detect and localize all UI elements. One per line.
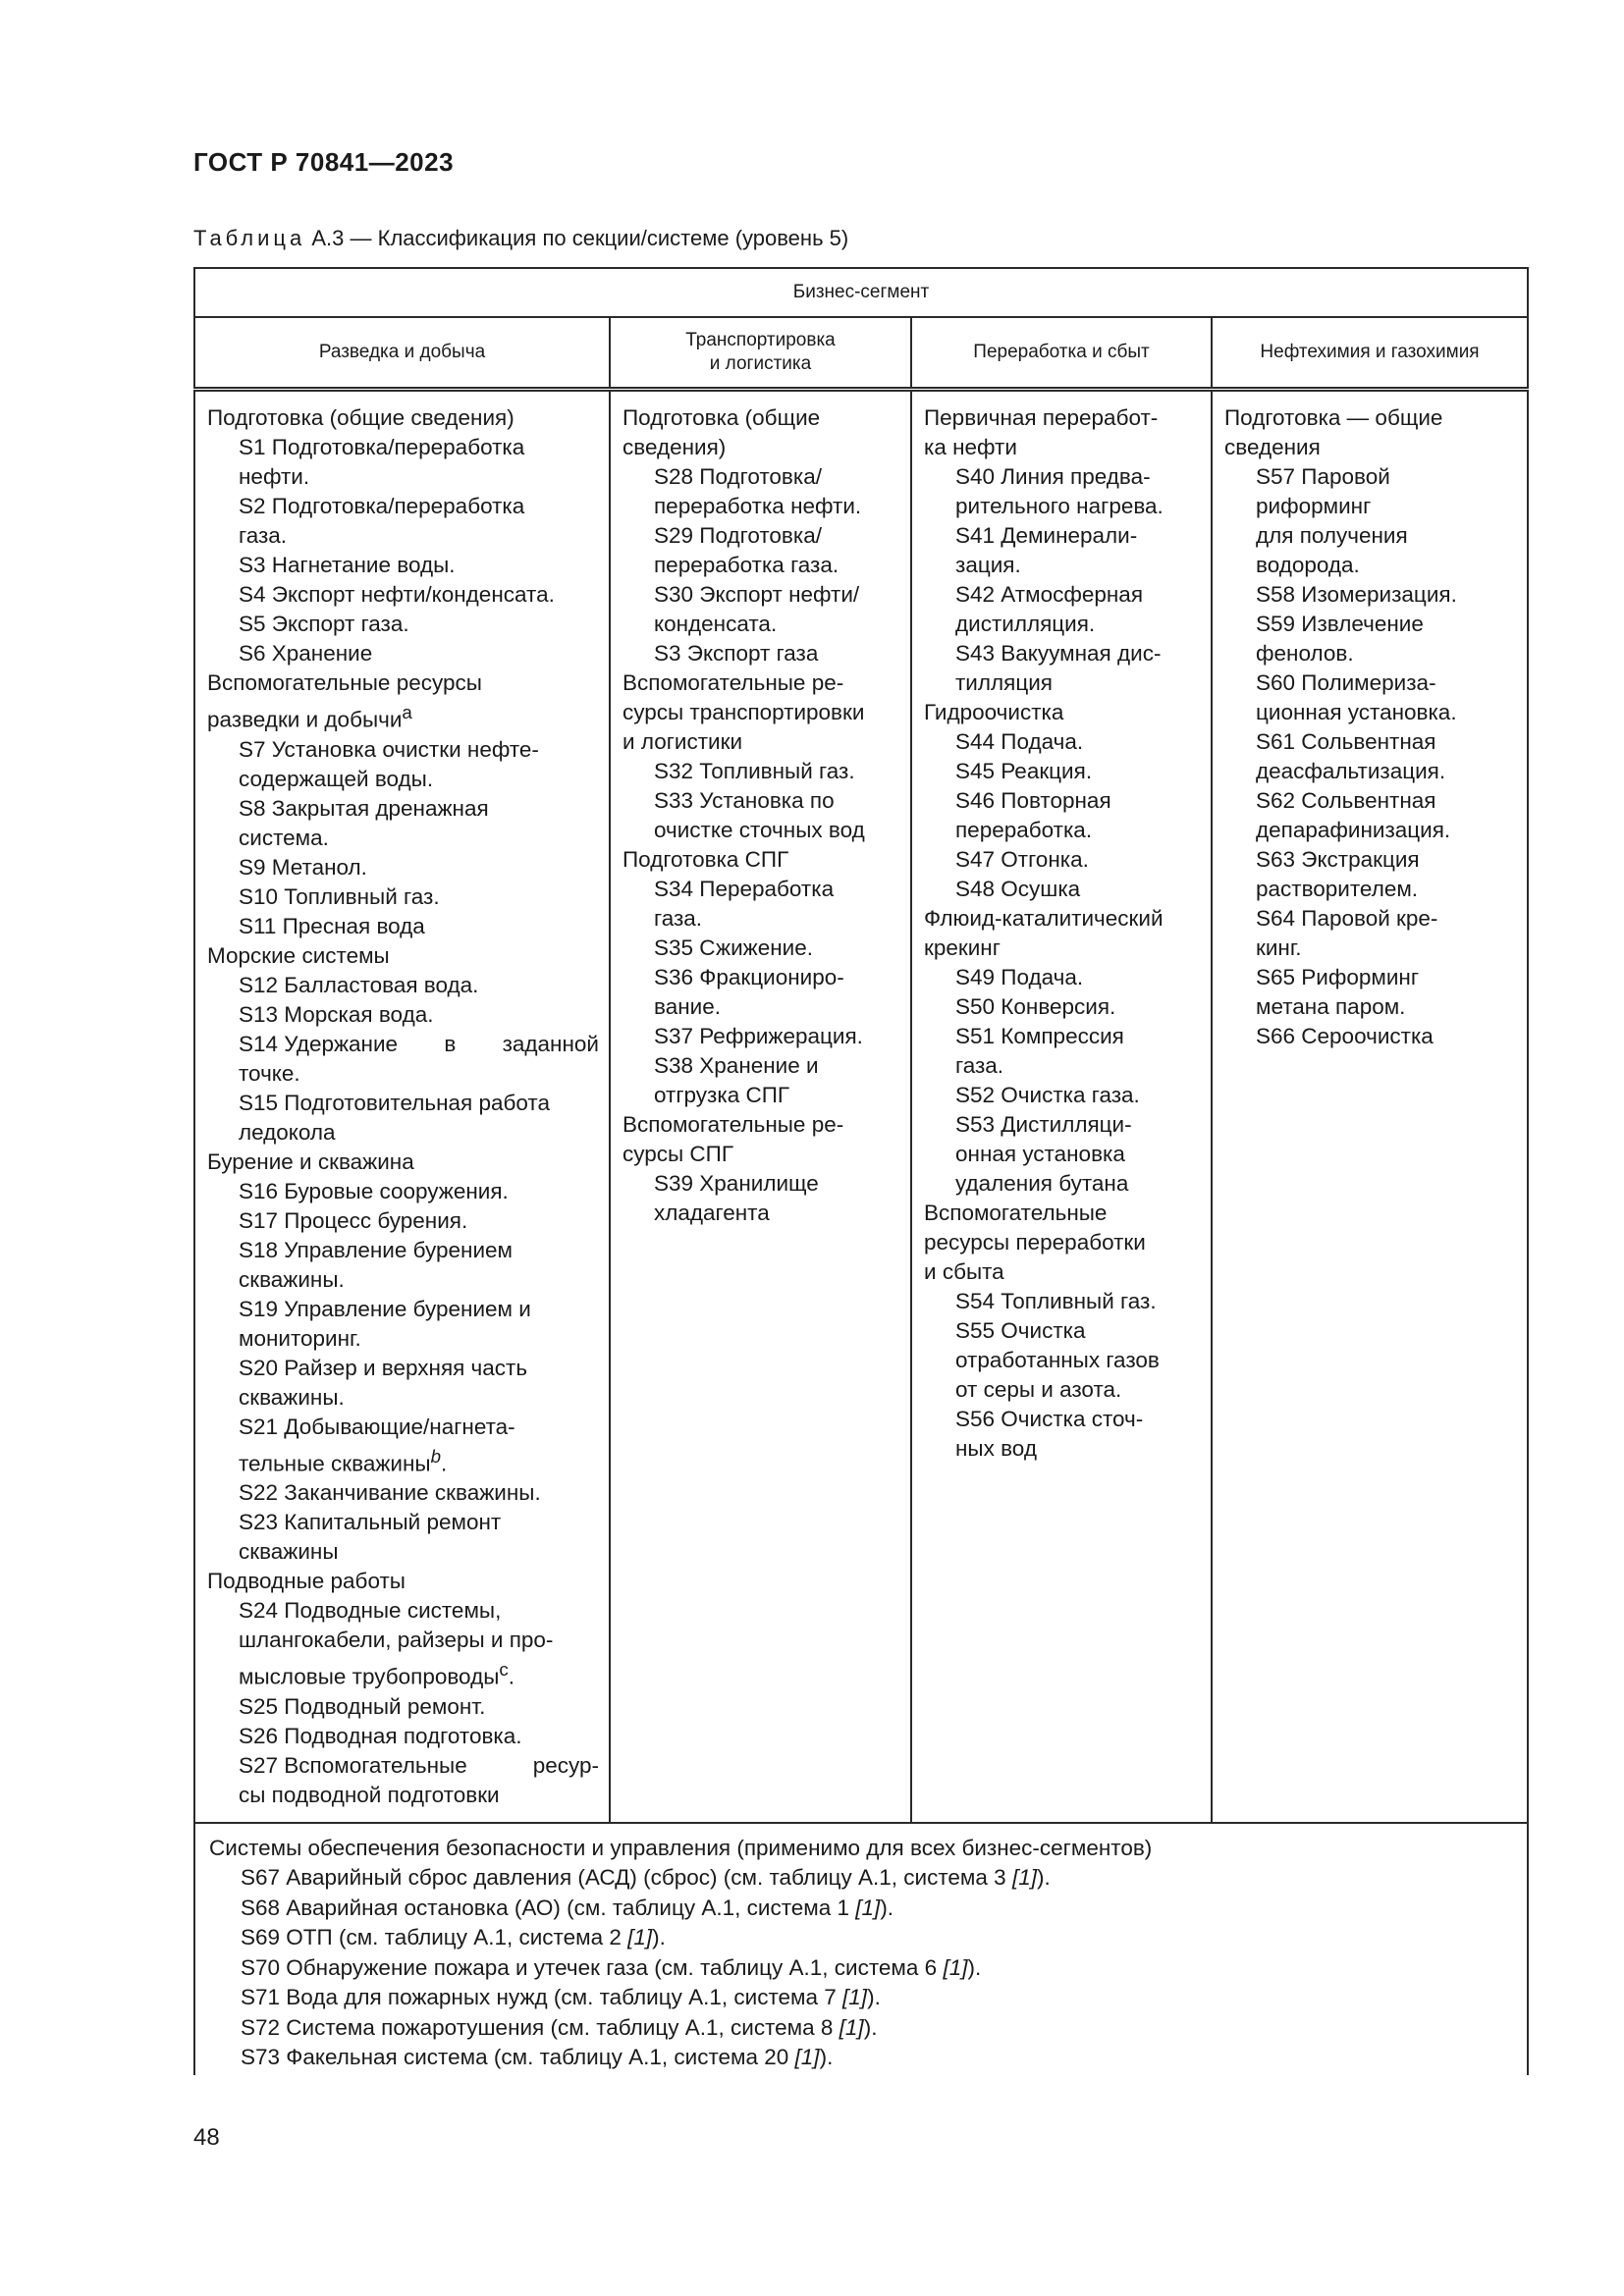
list-item: S59 Извлечение (1256, 612, 1424, 636)
list-item: переработка. (955, 818, 1093, 842)
list-item: S63 Экстракция (1256, 847, 1420, 872)
list-item (207, 1655, 599, 1692)
list-item (207, 1030, 599, 1059)
list-item: S19 Управление бурением и (239, 1296, 531, 1321)
list-item: S43 Вакуумная дис- (955, 641, 1162, 666)
list-item: S21 Добывающие/нагнета- (239, 1414, 515, 1439)
list-item: S53 Дистилляци- (955, 1112, 1132, 1137)
list-item: конденсата. (654, 612, 778, 636)
list-item: онная установка (955, 1142, 1125, 1166)
reference: [1] (855, 1895, 881, 1920)
group-heading: сведения) (623, 435, 727, 459)
list-item: S64 Паровой кре- (1256, 906, 1438, 931)
list-item: скважины (239, 1539, 339, 1564)
list-item: S28 Подготовка/ (654, 464, 822, 489)
list-item: S51 Компрессия (955, 1024, 1124, 1048)
list-item: S16 Буровые сооружения. (239, 1178, 509, 1203)
footnote-mark: a (402, 702, 412, 722)
group-heading: Вспомогательные (924, 1201, 1108, 1225)
list-item: от серы и азота. (955, 1377, 1122, 1402)
list-item: S56 Очистка сточ- (955, 1407, 1144, 1431)
group-heading: ресурсы переработки (924, 1230, 1146, 1255)
business-segment-header: Бизнес-сегмент (194, 268, 1528, 317)
list-item: для получения (1256, 523, 1408, 548)
reference: [1] (627, 1925, 653, 1949)
list-item: S47 Отгонка. (955, 847, 1089, 872)
list-item: деасфальтизация. (1256, 759, 1446, 783)
text-fragment: S14 Удержание (239, 1031, 399, 1056)
cell-exploration (194, 390, 610, 1823)
group-heading: Подводные работы (207, 1569, 406, 1593)
header-line: Нефтехимия и газохимия (1260, 342, 1480, 362)
list-item: S3 Экспорт газа (654, 641, 819, 666)
classification-table (193, 267, 1529, 2075)
list-item: система. (239, 825, 329, 850)
list-item: сы подводной подготовки (239, 1782, 500, 1807)
page-number: 48 (193, 2124, 220, 2151)
list-item: S46 Повторная (955, 788, 1111, 813)
list-item: S29 Подготовка/ (654, 523, 822, 548)
list-item: содержащей воды. (239, 766, 434, 791)
group-heading: Вспомогательные ре- (623, 1112, 844, 1137)
group-heading: Морские системы (207, 942, 390, 968)
list-item: переработка газа. (654, 553, 839, 577)
list-item: растворителем. (1256, 877, 1419, 901)
list-item: нефти. (239, 464, 310, 489)
caption-text: А.3 — Классификация по секции/системе (уровень 5) (305, 226, 849, 250)
text-fragment: S73 Факельная система (см. таблицу А.1, система 20 (241, 2045, 789, 2069)
text-fragment: ). (880, 1895, 894, 1920)
list-item: точке. (239, 1060, 300, 1086)
text-fragment: ). (1036, 1865, 1051, 1890)
list-item: переработка нефти. (654, 494, 862, 518)
list-item: шлангокабели, райзеры и про- (239, 1628, 554, 1652)
text-fragment: в (444, 1031, 457, 1056)
list-item: S48 Осушка (955, 877, 1081, 901)
list-item: отгрузка СПГ (654, 1083, 790, 1107)
list-item: S37 Рефрижерация. (654, 1024, 863, 1048)
group-heading: Подготовка (общие (623, 405, 821, 430)
group-heading: и сбыта (924, 1259, 1004, 1284)
list-item: S50 Конверсия. (955, 994, 1116, 1019)
list-item: S32 Топливный газ. (654, 759, 855, 783)
list-item (209, 1983, 1515, 2013)
header-line: Разведка и добыча (318, 342, 486, 362)
caption-prefix: Таблица (193, 226, 306, 250)
list-item (207, 1751, 599, 1781)
footnote-mark-letter: b (430, 1445, 441, 1467)
list-item: очистке сточных вод (654, 818, 865, 842)
list-item: S30 Экспорт нефти/ (654, 582, 860, 607)
list-item: S33 Установка по (654, 788, 835, 813)
list-item: ных вод (955, 1436, 1037, 1461)
group-heading: Гидроочистка (924, 700, 1064, 724)
list-item: мониторинг. (239, 1325, 361, 1351)
list-item (209, 1894, 1515, 1924)
list-item: S36 Фракциониро- (654, 965, 844, 989)
text-fragment: S27 Вспомогательные (239, 1752, 467, 1778)
list-item: S6 Хранение (239, 641, 373, 666)
text-fragment: заданной (502, 1031, 599, 1056)
list-item: S58 Изомеризация. (1256, 582, 1457, 607)
list-item: риформинг (1256, 494, 1372, 518)
list-item: газа. (654, 906, 703, 931)
list-item: S5 Экспорт газа. (239, 612, 409, 636)
reference: [1] (1011, 1865, 1037, 1890)
header-line: Транспортировка (685, 330, 836, 350)
list-item: S4 Экспорт нефти/конденсата. (239, 582, 555, 607)
list-item: метана паром. (1256, 994, 1406, 1019)
reference: [1] (842, 1985, 868, 2009)
reference: [1] (943, 1954, 968, 1980)
group-heading: Подготовка — общие (1224, 405, 1443, 430)
group-heading: сведения (1224, 435, 1321, 459)
list-item: кинг. (1256, 935, 1302, 960)
list-item: водорода. (1256, 553, 1360, 577)
reference: [1] (839, 2014, 864, 2040)
list-item: S11 Пресная вода (239, 913, 425, 938)
text-fragment: S69 ОТП (см. таблицу А.1, система 2 (241, 1925, 622, 1949)
header-line: и логистика (709, 353, 812, 374)
text-fragment: ). (967, 1954, 982, 1980)
list-item: тилляция (955, 670, 1053, 695)
group-heading: крекинг (924, 935, 1001, 960)
text-fragment: мысловые трубопроводы (239, 1664, 500, 1689)
header-line: Переработка и сбыт (973, 342, 1150, 362)
group-heading: Бурение и скважина (207, 1148, 414, 1174)
table-caption (193, 226, 848, 251)
cell-petrochemistry (1212, 390, 1528, 1823)
list-item: рительного нагрева. (955, 494, 1164, 518)
text-fragment: S72 Система пожаротушения (см. таблицу А.1, система 8 (241, 2014, 834, 2040)
text-fragment: S67 Аварийный сброс давления (АСД) (сброс) (см. таблицу А.1, система 3 (241, 1865, 1006, 1890)
group-heading: сурсы транспортировки (623, 700, 865, 724)
list-item: S23 Капитальный ремонт (239, 1510, 502, 1534)
list-item: вание. (654, 994, 721, 1019)
list-item: S34 Переработка (654, 877, 835, 901)
list-item: S20 Райзер и верхняя часть (239, 1355, 528, 1380)
text-fragment: ). (819, 2045, 834, 2069)
text-fragment: . (508, 1664, 515, 1689)
list-item (209, 1863, 1515, 1894)
list-item: ционная установка. (1256, 700, 1457, 724)
list-item: газа. (239, 523, 288, 548)
list-item: S60 Полимериза- (1256, 670, 1436, 695)
group-heading: сурсы СПГ (623, 1142, 734, 1166)
list-item: фенолов. (1256, 641, 1354, 666)
list-item: зация. (955, 553, 1021, 577)
list-item: S38 Хранение и (654, 1053, 819, 1078)
list-item: S35 Сжижение. (654, 935, 813, 960)
group-heading: Вспомогательные ре- (623, 670, 844, 695)
group-heading: Подготовка СПГ (623, 847, 789, 872)
column-header-transport (610, 317, 911, 390)
list-item: ледокола (239, 1119, 336, 1145)
group-heading-text: разведки и добычи (207, 707, 403, 732)
list-item: S17 Процесс бурения. (239, 1207, 468, 1233)
list-item: S10 Топливный газ. (239, 883, 440, 909)
list-item: S41 Деминерали- (955, 523, 1138, 548)
list-item: S15 Подготовительная работа (239, 1090, 550, 1115)
list-item: скважины. (239, 1266, 345, 1292)
list-item (207, 1442, 599, 1479)
list-item: S8 Закрытая дренажная (239, 795, 489, 821)
list-item: S3 Нагнетание воды. (239, 553, 456, 577)
group-heading: Первичная переработ- (924, 405, 1159, 430)
list-item: S12 Балластовая вода. (239, 972, 479, 997)
text-fragment: ресур- (532, 1752, 599, 1778)
text-fragment: ). (652, 1925, 666, 1949)
list-item: S49 Подача. (955, 965, 1084, 989)
text-fragment: S70 Обнаружение пожара и утечек газа (см. таблицу А.1, система 6 (241, 1954, 938, 1980)
text-fragment: ). (867, 1985, 881, 2009)
list-item (209, 2043, 1515, 2073)
group-heading (207, 698, 599, 735)
text-fragment: ). (863, 2014, 878, 2040)
group-heading: ка нефти (924, 435, 1017, 459)
list-item: S39 Хранилище (654, 1171, 819, 1196)
list-item: S7 Установка очистки нефте- (239, 736, 539, 762)
list-item: хладагента (654, 1201, 770, 1225)
cell-refining (911, 390, 1212, 1823)
text-fragment: S71 Вода для пожарных нужд (см. таблицу А.1, система 7 (241, 1985, 837, 2009)
list-item: депарафинизация. (1256, 818, 1451, 842)
list-item: S55 Очистка (955, 1318, 1086, 1343)
list-item: S9 Метанол. (239, 854, 367, 880)
list-item: S1 Подготовка/переработка (239, 435, 525, 459)
list-item: S54 Топливный газ. (955, 1289, 1157, 1313)
text-fragment: . (441, 1451, 448, 1475)
column-header-exploration (194, 317, 610, 390)
group-heading: и логистики (623, 729, 743, 754)
list-item (209, 1953, 1515, 1984)
list-item: S66 Сероочистка (1256, 1024, 1434, 1048)
list-item: S65 Риформинг (1256, 965, 1420, 989)
list-item: S44 Подача. (955, 729, 1084, 754)
column-header-refining (911, 317, 1212, 390)
list-item: удаления бутана (955, 1171, 1129, 1196)
list-item: S42 Атмосферная (955, 582, 1143, 607)
list-item: S57 Паровой (1256, 464, 1390, 489)
list-item: S2 Подготовка/переработка (239, 494, 525, 518)
list-item: S24 Подводные системы, (239, 1598, 502, 1623)
list-item: S22 Заканчивание скважины. (239, 1480, 541, 1505)
list-item: S45 Реакция. (955, 759, 1093, 783)
cell-transport (610, 390, 911, 1823)
list-item (209, 2013, 1515, 2044)
footnote-mark: c (499, 1659, 509, 1680)
footnote-mark (431, 1446, 441, 1467)
list-item: скважины. (239, 1384, 345, 1410)
list-item: S25 Подводный ремонт. (239, 1693, 486, 1719)
list-item: S40 Линия предва- (955, 464, 1151, 489)
list-item: S18 Управление бурением (239, 1237, 514, 1262)
group-heading: Подготовка (общие сведения) (207, 405, 514, 430)
list-item: S52 Очистка газа. (955, 1083, 1140, 1107)
list-item (209, 1923, 1515, 1953)
document-id: ГОСТ Р 70841—2023 (193, 147, 455, 177)
list-item: газа. (955, 1053, 1004, 1078)
list-item: S26 Подводная подготовка. (239, 1723, 522, 1748)
group-heading: Флюид-каталитический (924, 906, 1164, 931)
column-header-petrochemistry (1212, 317, 1528, 390)
group-heading: Вспомогательные ресурсы (207, 670, 482, 695)
list-item: S13 Морская вода. (239, 1001, 434, 1027)
group-heading: Системы обеспечения безопасности и управления (применимо для всех бизнес-сегментов) (209, 1835, 1153, 1860)
list-item: S61 Сольвентная (1256, 729, 1436, 754)
text-fragment: S68 Аварийная остановка (АО) (см. таблицу А.1, система 1 (241, 1895, 850, 1920)
text-fragment: тельные скважины (239, 1451, 431, 1475)
list-item: отработанных газов (955, 1348, 1160, 1372)
reference: [1] (794, 2045, 820, 2069)
list-item: дистилляция. (955, 612, 1096, 636)
list-item: S62 Сольвентная (1256, 788, 1436, 813)
cell-safety-systems (194, 1823, 1528, 2075)
